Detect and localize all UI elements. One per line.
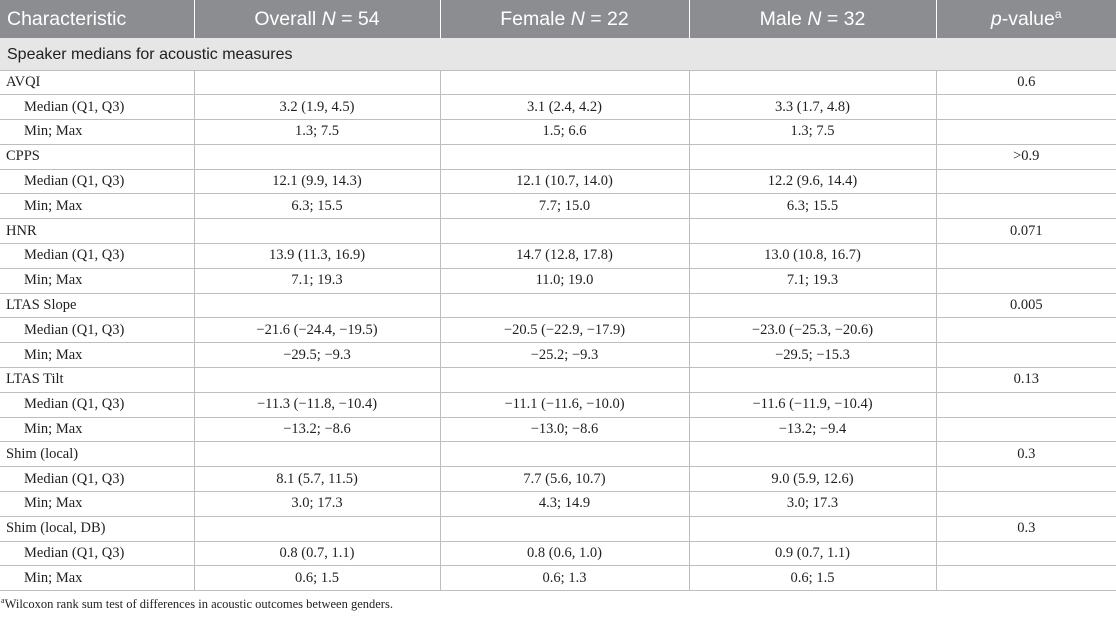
header-male-count: = 32	[821, 7, 866, 30]
overall-cell	[194, 144, 440, 169]
group-title: Speaker medians for acoustic measures	[0, 38, 1116, 70]
female-cell	[440, 70, 689, 95]
median-row	[0, 244, 1116, 269]
median-label: Median (Q1, Q3)	[0, 318, 194, 343]
female-cell	[440, 516, 689, 541]
female-cell	[440, 219, 689, 244]
minmax-row	[0, 343, 1116, 368]
minmax-row	[0, 492, 1116, 517]
measure-name: HNR	[0, 219, 194, 244]
p-value-cell	[936, 492, 1116, 517]
female-minmax: 1.5; 6.6	[440, 120, 689, 145]
minmax-row	[0, 194, 1116, 219]
overall-median: 0.8 (0.7, 1.1)	[194, 541, 440, 566]
p-value-cell: 0.005	[936, 293, 1116, 318]
male-minmax: 6.3; 15.5	[689, 194, 936, 219]
female-median: 14.7 (12.8, 17.8)	[440, 244, 689, 269]
median-row	[0, 95, 1116, 120]
measure-row	[0, 368, 1116, 393]
median-row	[0, 318, 1116, 343]
minmax-label: Min; Max	[0, 120, 194, 145]
median-row	[0, 169, 1116, 194]
overall-cell	[194, 442, 440, 467]
minmax-label: Min; Max	[0, 343, 194, 368]
female-cell	[440, 144, 689, 169]
header-male-label: Male	[759, 7, 802, 30]
female-minmax: 11.0; 19.0	[440, 268, 689, 293]
overall-median: 12.1 (9.9, 14.3)	[194, 169, 440, 194]
header-pvalue-rest: -value	[1001, 7, 1055, 30]
male-cell	[689, 144, 936, 169]
male-median: −11.6 (−11.9, −10.4)	[689, 392, 936, 417]
male-cell	[689, 442, 936, 467]
male-cell	[689, 368, 936, 393]
minmax-row	[0, 120, 1116, 145]
measure-name: LTAS Tilt	[0, 368, 194, 393]
header-male	[689, 0, 936, 38]
overall-cell	[194, 219, 440, 244]
overall-median: 8.1 (5.7, 11.5)	[194, 467, 440, 492]
p-value-cell	[936, 95, 1116, 120]
table-header	[0, 0, 1116, 38]
p-value-cell	[936, 268, 1116, 293]
minmax-row	[0, 417, 1116, 442]
header-row	[0, 0, 1116, 38]
minmax-label: Min; Max	[0, 268, 194, 293]
p-value-cell: 0.3	[936, 516, 1116, 541]
p-value-cell	[936, 343, 1116, 368]
header-female-count: = 22	[584, 7, 629, 30]
female-median: 12.1 (10.7, 14.0)	[440, 169, 689, 194]
measure-name: LTAS Slope	[0, 293, 194, 318]
table-footnote	[1, 597, 393, 612]
overall-cell	[194, 70, 440, 95]
overall-cell	[194, 516, 440, 541]
minmax-row	[0, 268, 1116, 293]
header-pvalue	[936, 0, 1116, 38]
p-value-cell	[936, 194, 1116, 219]
header-overall-count: = 54	[335, 7, 380, 30]
p-value-cell: 0.13	[936, 368, 1116, 393]
overall-minmax: 1.3; 7.5	[194, 120, 440, 145]
male-minmax: 1.3; 7.5	[689, 120, 936, 145]
p-value-cell	[936, 392, 1116, 417]
measure-name: CPPS	[0, 144, 194, 169]
p-value-cell	[936, 467, 1116, 492]
male-minmax: −29.5; −15.3	[689, 343, 936, 368]
minmax-label: Min; Max	[0, 566, 194, 591]
footnote-marker: a	[1, 596, 5, 605]
minmax-row	[0, 566, 1116, 591]
median-label: Median (Q1, Q3)	[0, 392, 194, 417]
p-value-cell	[936, 318, 1116, 343]
measure-name: Shim (local, DB)	[0, 516, 194, 541]
overall-median: 3.2 (1.9, 4.5)	[194, 95, 440, 120]
p-value-cell	[936, 541, 1116, 566]
p-value-cell	[936, 169, 1116, 194]
p-value-cell: >0.9	[936, 144, 1116, 169]
female-cell	[440, 442, 689, 467]
header-overall	[194, 0, 440, 38]
overall-minmax: 0.6; 1.5	[194, 566, 440, 591]
footnote-text: Wilcoxon rank sum test of differences in acoustic outcomes between genders.	[4, 597, 393, 611]
measure-row	[0, 516, 1116, 541]
minmax-label: Min; Max	[0, 492, 194, 517]
female-cell	[440, 293, 689, 318]
p-value-cell	[936, 417, 1116, 442]
female-median: 0.8 (0.6, 1.0)	[440, 541, 689, 566]
female-median: 3.1 (2.4, 4.2)	[440, 95, 689, 120]
p-value-cell: 0.3	[936, 442, 1116, 467]
median-label: Median (Q1, Q3)	[0, 95, 194, 120]
male-median: −23.0 (−25.3, −20.6)	[689, 318, 936, 343]
male-median: 13.0 (10.8, 16.7)	[689, 244, 936, 269]
female-cell	[440, 368, 689, 393]
measure-row	[0, 70, 1116, 95]
male-cell	[689, 219, 936, 244]
header-pvalue-p: p	[990, 7, 1002, 30]
measure-row	[0, 293, 1116, 318]
p-value-cell	[936, 120, 1116, 145]
header-male-n: N	[807, 7, 822, 30]
header-overall-n: N	[321, 7, 336, 30]
header-characteristic: Characteristic	[0, 0, 194, 38]
overall-minmax: 6.3; 15.5	[194, 194, 440, 219]
female-minmax: 0.6; 1.3	[440, 566, 689, 591]
overall-cell	[194, 293, 440, 318]
p-value-cell	[936, 566, 1116, 591]
p-value-cell: 0.071	[936, 219, 1116, 244]
overall-median: 13.9 (11.3, 16.9)	[194, 244, 440, 269]
median-row	[0, 392, 1116, 417]
header-female-n: N	[570, 7, 585, 30]
female-minmax: −13.0; −8.6	[440, 417, 689, 442]
male-median: 9.0 (5.9, 12.6)	[689, 467, 936, 492]
male-median: 3.3 (1.7, 4.8)	[689, 95, 936, 120]
median-row	[0, 467, 1116, 492]
minmax-label: Min; Max	[0, 417, 194, 442]
female-minmax: 7.7; 15.0	[440, 194, 689, 219]
overall-minmax: −29.5; −9.3	[194, 343, 440, 368]
male-cell	[689, 293, 936, 318]
male-median: 12.2 (9.6, 14.4)	[689, 169, 936, 194]
p-value-cell: 0.6	[936, 70, 1116, 95]
median-label: Median (Q1, Q3)	[0, 541, 194, 566]
male-cell	[689, 70, 936, 95]
header-overall-label: Overall	[254, 7, 317, 30]
p-value-cell	[936, 244, 1116, 269]
measure-name: Shim (local)	[0, 442, 194, 467]
overall-minmax: −13.2; −8.6	[194, 417, 440, 442]
male-cell	[689, 516, 936, 541]
measure-row	[0, 442, 1116, 467]
measure-row	[0, 219, 1116, 244]
median-label: Median (Q1, Q3)	[0, 244, 194, 269]
male-minmax: 3.0; 17.3	[689, 492, 936, 517]
female-median: 7.7 (5.6, 10.7)	[440, 467, 689, 492]
female-minmax: 4.3; 14.9	[440, 492, 689, 517]
overall-median: −21.6 (−24.4, −19.5)	[194, 318, 440, 343]
male-median: 0.9 (0.7, 1.1)	[689, 541, 936, 566]
median-label: Median (Q1, Q3)	[0, 467, 194, 492]
header-female-label: Female	[500, 7, 566, 30]
male-minmax: −13.2; −9.4	[689, 417, 936, 442]
median-row	[0, 541, 1116, 566]
minmax-label: Min; Max	[0, 194, 194, 219]
header-pvalue-footnote-marker: a	[1054, 6, 1062, 21]
male-minmax: 0.6; 1.5	[689, 566, 936, 591]
female-median: −11.1 (−11.6, −10.0)	[440, 392, 689, 417]
measure-row	[0, 144, 1116, 169]
header-female	[440, 0, 689, 38]
group-row	[0, 38, 1116, 70]
female-minmax: −25.2; −9.3	[440, 343, 689, 368]
overall-minmax: 3.0; 17.3	[194, 492, 440, 517]
overall-median: −11.3 (−11.8, −10.4)	[194, 392, 440, 417]
male-minmax: 7.1; 19.3	[689, 268, 936, 293]
overall-cell	[194, 368, 440, 393]
female-median: −20.5 (−22.9, −17.9)	[440, 318, 689, 343]
overall-minmax: 7.1; 19.3	[194, 268, 440, 293]
table-body	[0, 38, 1116, 591]
measure-name: AVQI	[0, 70, 194, 95]
median-label: Median (Q1, Q3)	[0, 169, 194, 194]
